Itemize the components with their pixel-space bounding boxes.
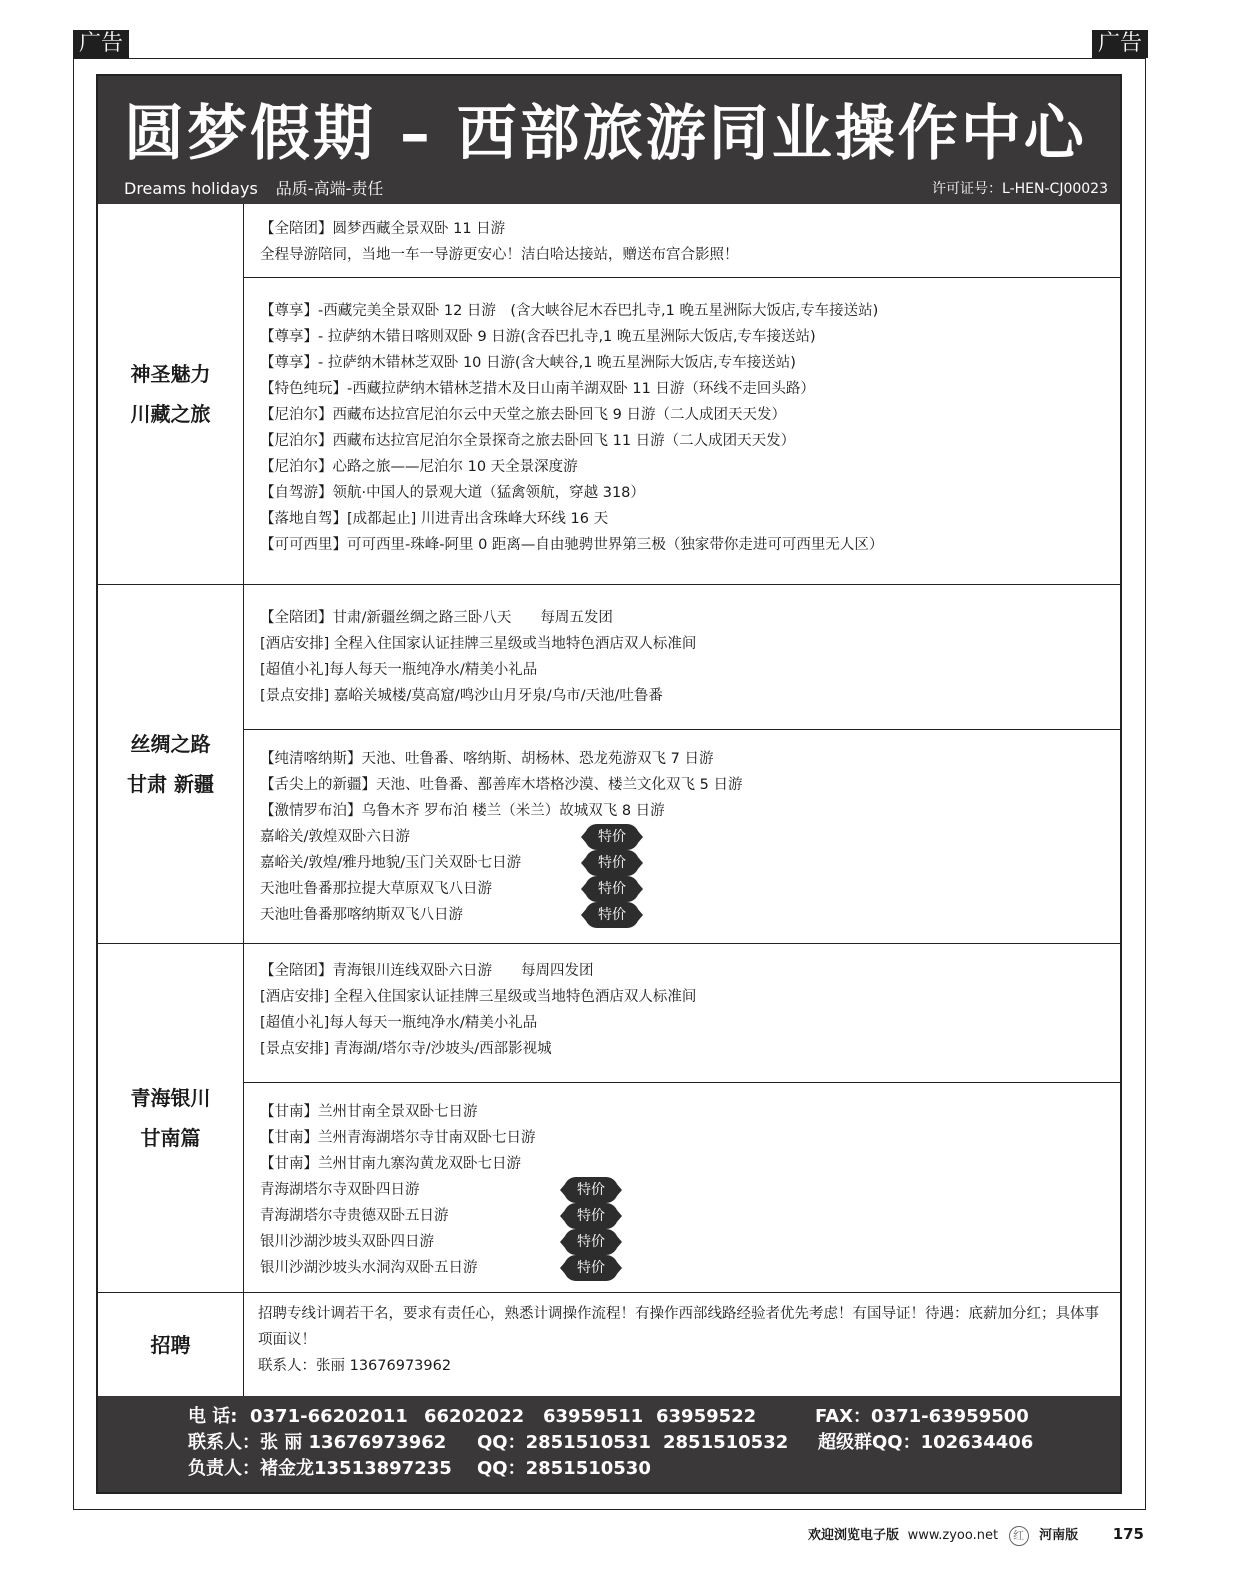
route-line: 全程导游陪同，当地一车一导游更安心！洁白哈达接站，赠送布宫合影照！ [260, 247, 739, 263]
super-group-qq: 超级群QQ：102634406 [818, 1432, 1034, 1453]
special-route-name: 银川沙湖沙坡头双卧四日游 [260, 1234, 434, 1250]
route-block [244, 605, 1120, 709]
route-line: 【尼泊尔】西藏布达拉宫尼泊尔云中天堂之旅去卧回飞 9 日游（二人成团天天发） [260, 407, 786, 423]
section-content [244, 204, 1120, 584]
special-price-badge: 特价 [587, 826, 637, 848]
special-route [260, 1177, 1120, 1203]
route-line: 【可可西里】可可西里-珠峰-阿里 0 距离—自由驰骋世界第三极（独家带你走进可可西里无人区） [260, 537, 884, 553]
special-price-badge: 特价 [587, 852, 637, 874]
special-route-name: 天池吐鲁番那拉提大草原双飞八日游 [260, 881, 492, 897]
special-route-name: 青海湖塔尔寺贵德双卧五日游 [260, 1208, 449, 1224]
section-recruit [98, 1293, 1120, 1396]
special-price-badge: 特价 [587, 878, 637, 900]
special-route [260, 876, 1120, 902]
route-line: 【纯清喀纳斯】天池、吐鲁番、喀纳斯、胡杨林、恐龙苑游双飞 7 日游 [260, 751, 714, 767]
route-line: 【尼泊尔】心路之旅——尼泊尔 10 天全景深度游 [260, 459, 578, 475]
brand-line [124, 176, 383, 199]
phone-number: 66202022 [424, 1406, 525, 1427]
route-line: [酒店安排] 全程入住国家认证挂牌三星级或当地特色酒店双人标准间 [260, 636, 697, 652]
qq-number: QQ：2851510530 [477, 1458, 651, 1479]
label-line: 丝绸之路 [130, 732, 211, 756]
recruit-description: 招聘专线计调若干名，要求有责任心，熟悉计调操作流程！有操作西部线路经验者优先考虑！有国导证！待遇：底薪加分红；具体事项面议！ [258, 1306, 1099, 1348]
special-route-name: 天池吐鲁番那喀纳斯双飞八日游 [260, 907, 463, 923]
section-content [244, 944, 1120, 1292]
label-line: 青海银川 [130, 1086, 211, 1110]
contact-person: 联系人：张 丽 13676973962 [188, 1432, 447, 1453]
qq-number: 2851510532 [663, 1432, 789, 1453]
ad-tag-left: 广告 [73, 30, 129, 58]
contact-footer [98, 1396, 1120, 1492]
special-price-badge: 特价 [566, 1231, 616, 1253]
license-number: 许可证号：L-HEN-CJ00023 [932, 181, 1108, 197]
route-line: 【全陪团】甘肃/新疆丝绸之路三卧八天 每周五发团 [260, 610, 613, 626]
slogan: 品质-高端-责任 [275, 179, 384, 198]
route-line: 【全陪团】青海银川连线双卧六日游 每周四发团 [260, 963, 594, 979]
section-content [244, 1293, 1120, 1396]
label-line: 川藏之旅 [130, 402, 211, 426]
phone-number: 63959511 [543, 1406, 644, 1427]
route-line: [超值小礼]每人每天一瓶纯净水/精美小礼品 [260, 662, 538, 678]
recruit-contact: 联系人：张丽 13676973962 [258, 1358, 452, 1374]
special-price-badge: 特价 [566, 1257, 616, 1279]
section-label [98, 944, 244, 1292]
special-price-badge: 特价 [566, 1205, 616, 1227]
label-line: 甘肃 新疆 [127, 772, 214, 796]
qq-number: QQ：2851510531 [477, 1432, 651, 1453]
route-block [244, 958, 1120, 1062]
route-block [244, 216, 1120, 268]
route-line: 【舌尖上的新疆】天池、吐鲁番、鄯善库木塔格沙漠、楼兰文化双飞 5 日游 [260, 777, 743, 793]
page-footer [808, 1524, 1144, 1546]
route-line: [景点安排] 青海湖/塔尔寺/沙坡头/西部影视城 [260, 1041, 552, 1057]
route-line: 【尊享】- 拉萨纳木错日喀则双卧 9 日游(含吞巴扎寺,1 晚五星洲际大饭店,专车接送站) [260, 329, 816, 345]
route-line: 【甘南】兰州甘南九寨沟黄龙双卧七日游 [260, 1156, 521, 1172]
route-block [244, 1082, 1120, 1281]
route-line: 【落地自驾】[成都起止] 川进青出含珠峰大环线 16 天 [260, 511, 609, 527]
special-route [260, 1203, 1120, 1229]
route-line: 【特色纯玩】-西藏拉萨纳木错林芝措木及日山南羊湖双卧 11 日游（环线不走回头路） [260, 381, 815, 397]
ad-panel [96, 74, 1122, 1494]
page-number: 175 [1112, 1525, 1144, 1543]
route-line: 【激情罗布泊】乌鲁木齐 罗布泊 楼兰（米兰）故城双飞 8 日游 [260, 803, 665, 819]
ad-tag-right: 广告 [1092, 30, 1148, 58]
section-label [98, 585, 244, 943]
special-route [260, 824, 1120, 850]
section-qinghai [98, 944, 1120, 1293]
edition-label: 河南版 [1039, 1528, 1079, 1543]
route-line: 【甘南】兰州甘南全景双卧七日游 [260, 1104, 478, 1120]
special-route-name: 嘉峪关/敦煌双卧六日游 [260, 829, 410, 845]
route-line: [超值小礼]每人每天一瓶纯净水/精美小礼品 [260, 1015, 538, 1031]
route-block [244, 277, 1120, 558]
route-line: 【甘南】兰州青海湖塔尔寺甘南双卧七日游 [260, 1130, 536, 1146]
label-line: 神圣魅力 [130, 362, 211, 386]
special-price-badge: 特价 [566, 1179, 616, 1201]
phone-number: 63959522 [656, 1406, 757, 1427]
red-circle-logo: 红 [1009, 1526, 1029, 1546]
header-banner [98, 76, 1120, 204]
label-line: 甘南篇 [140, 1126, 201, 1150]
section-label [98, 204, 244, 584]
section-silk-road [98, 585, 1120, 944]
manager-contact: 负责人：褚金龙13513897235 [188, 1458, 452, 1479]
recruit-text [258, 1301, 1110, 1379]
route-line: [酒店安排] 全程入住国家认证挂牌三星级或当地特色酒店双人标准间 [260, 989, 697, 1005]
label-line: 招聘 [150, 1332, 191, 1357]
phone-number: 0371-66202011 [250, 1406, 408, 1427]
special-route [260, 902, 1120, 928]
section-content [244, 585, 1120, 943]
page-title: 圆梦假期 – 西部旅游同业操作中心 [124, 99, 1087, 169]
route-line: 【尊享】-西藏完美全景双卧 12 日游 (含大峡谷尼木吞巴扎寺,1 晚五星洲际大饭店,专车接送站) [260, 303, 879, 319]
route-line: 【全陪团】圆梦西藏全景双卧 11 日游 [260, 221, 506, 237]
special-route [260, 1229, 1120, 1255]
site-url[interactable]: www.zyoo.net [907, 1528, 999, 1543]
phone-label: 电 话: [188, 1406, 238, 1427]
special-route [260, 1255, 1120, 1281]
welcome-text: 欢迎浏览电子版 [808, 1528, 900, 1543]
section-label [98, 1293, 244, 1396]
route-block [244, 729, 1120, 928]
route-line: 【尼泊尔】西藏布达拉宫尼泊尔全景探奇之旅去卧回飞 11 日游（二人成团天天发） [260, 433, 796, 449]
route-line: 【尊享】- 拉萨纳木错林芝双卧 10 日游(含大峡谷,1 晚五星洲际大饭店,专车接送站) [260, 355, 796, 371]
special-route-name: 银川沙湖沙坡头水洞沟双卧五日游 [260, 1260, 478, 1276]
special-price-badge: 特价 [587, 904, 637, 926]
section-tibet [98, 204, 1120, 585]
route-line: [景点安排] 嘉峪关城楼/莫高窟/鸣沙山月牙泉/乌市/天池/吐鲁番 [260, 688, 663, 704]
brand-english: Dreams holidays [124, 179, 258, 198]
special-route [260, 850, 1120, 876]
special-route-name: 青海湖塔尔寺双卧四日游 [260, 1182, 420, 1198]
fax-number: FAX：0371-63959500 [815, 1406, 1029, 1427]
special-route-name: 嘉峪关/敦煌/雅丹地貌/玉门关双卧七日游 [260, 855, 522, 871]
route-line: 【自驾游】领航·中国人的景观大道（猛禽领航，穿越 318） [260, 485, 645, 501]
